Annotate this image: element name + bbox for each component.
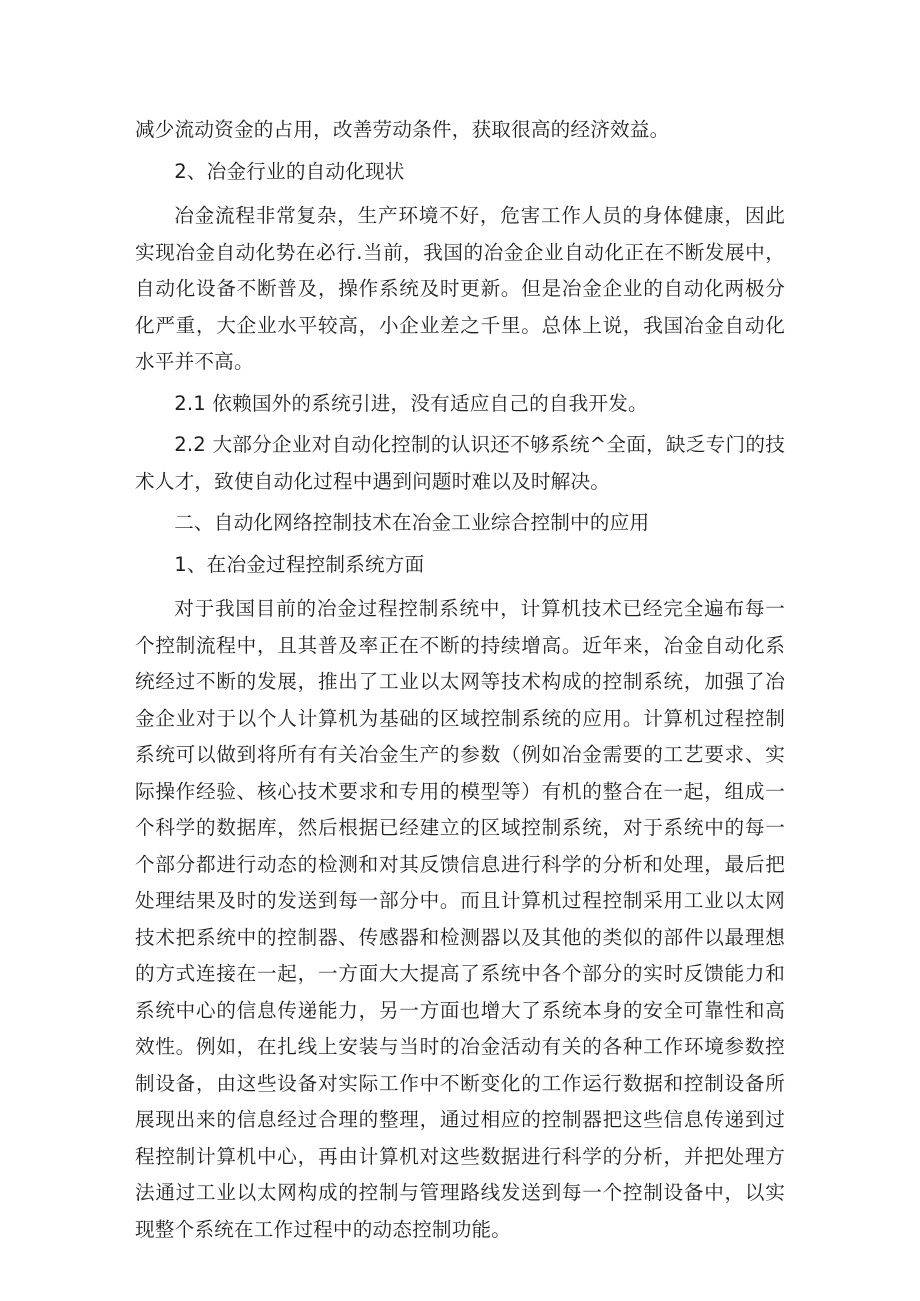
chapter-heading-network-control: 二、自动化网络控制技术在冶金工业综合控制中的应用 — [174, 511, 650, 534]
paragraph-point-2-2: 2.2 大部分企业对自动化控制的认识还不够系统^全面，缺乏专门的技术人才，致使自动化过程中遇到问题时难以及时解决。 — [135, 433, 785, 493]
document-body — [135, 112, 785, 1248]
section-heading-process-control: 1、在冶金过程控制系统方面 — [174, 552, 425, 576]
section-heading-automation-status: 2、冶金行业的自动化现状 — [174, 159, 405, 183]
paragraph-point-2-1: 2.1 依赖国外的系统引进，没有适应自己的自我开发。 — [174, 391, 648, 415]
paragraph-process-control-system: 对于我国目前的冶金过程控制系统中，计算机技术已经完全遍布每一个控制流程中，且其普及率正在不断的持续增高。近年来，冶金自动化系统经过不断的发展，推出了工业以太网等技术构成的控制系统，加强了冶金企业对于以个人计算机为基础的区域控制系统的应用。计算机过程控制系统可以做到将所有有关冶金生产的参数（例如冶金需要的工艺要求、实际操作经验、核心技术要求和专用的模型等）有机的整合在一起，组成一个科学的数据库，然后根据已经建立的区域控制系统，对于系统中的每一个部分都进行动态的检测和对其反馈信息进行科学的分析和处理，最后把处理结果及时的发送到每一部分中。而且计算机过程控制采用工业以太网技术把系统中的控制器、传感器和检测器以及其他的类似的部件以最理想的方式连接在一起，一方面大大提高了系统中各个部分的实时反馈能力和系统中心的信息传递能力，另一方面也增大了系统本身的安全可靠性和高效性。例如，在扎线上安装与当时的冶金活动有关的各种工作环境参数控制设备，由这些设备对实际工作中不断变化的工作运行数据和控制设备所展现出来的信息经过合理的整理，通过相应的控制器把这些信息传递到过程控制计算机中心，再由计算机对这些数据进行科学的分析，并把处理方法通过工业以太网构成的控制与管理路线发送到每一个控制设备中，以实现整个系统在工作过程中的动态控制功能。 — [135, 597, 785, 1241]
paragraph-automation-status: 冶金流程非常复杂，生产环境不好，危害工作人员的身体健康，因此实现冶金自动化势在必行.当前，我国的冶金企业自动化正在不断发展中，自动化设备不断普及，操作系统及时更新。但是冶金企业的自动化两极分化严重，大企业水平较高，小企业差之千里。总体上说，我国冶金自动化水平并不高。 — [135, 204, 785, 373]
paragraph-intro-tail: 减少流动资金的占用，改善劳动条件，获取很高的经济效益。 — [135, 118, 670, 141]
